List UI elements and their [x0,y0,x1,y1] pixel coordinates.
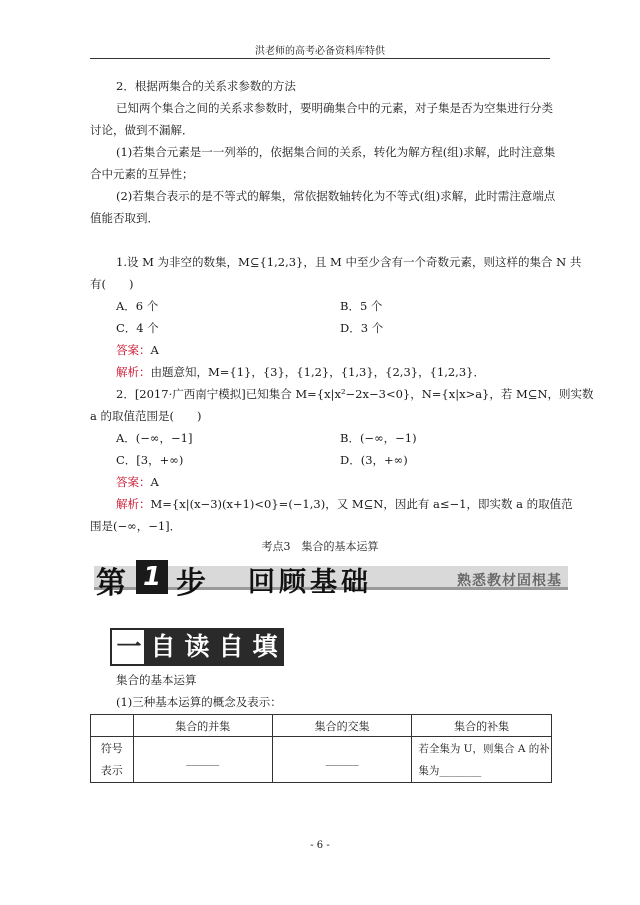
table-row-label [91,737,134,783]
page-header: 洪老师的高考必备资料库特供 [255,46,385,57]
table-header-union: 集合的并集 [133,715,272,737]
q1-analysis-label: 解析： [116,365,151,379]
header-divider [90,58,550,59]
section-title: 考点3 集合的基本运算 [261,540,379,553]
table-cell-union: ______ [133,737,272,783]
method-heading: 2．根据两集合的关系求参数的方法 [116,79,296,93]
table-header-row [91,715,552,737]
q1-option-b: B．5 个 [340,299,383,313]
self-study-char-3: 读 [178,628,216,666]
table-cell-complement [412,737,552,783]
self-study-char-5: 填 [246,628,284,666]
table-cell-intersection: ______ [272,737,411,783]
q1-option-c: C．4 个 [116,321,159,335]
q1-option-a: A．6 个 [116,299,159,313]
q1-answer [116,340,159,360]
page-number: - 6 - [310,840,330,851]
banner-step-number: 1 [136,560,168,594]
table-row-label-line2: 表示 [100,763,123,777]
self-study-char-1: 一 [110,628,148,666]
banner-step-suffix: 步 [176,566,206,601]
operations-table [90,714,552,783]
q1-option-d: D．3 个 [340,321,384,335]
method-intro-line1: 已知两个集合之间的关系求参数时，要明确集合中的元素，对子集是否为空集进行分类 [116,101,553,115]
table-header-intersection: 集合的交集 [272,715,411,737]
step-banner [94,556,568,600]
q1-answer-value: A [150,343,159,357]
self-study-char-2: 自 [144,628,182,666]
method-point2-line1: (2)若集合表示的是不等式的解集，常依据数轴转化为不等式(组)求解，此时需注意端点 [116,189,556,203]
q2-analysis-line2: 围是(−∞，−1]． [90,519,182,533]
q1-stem-line2: 有( ) [90,277,134,291]
q2-option-b: B．(−∞，−1) [340,431,417,445]
table-header-empty [91,715,134,737]
banner-step-prefix: 第 [96,566,126,601]
self-study-banner [110,628,280,668]
q2-option-a: A．(−∞，−1] [116,431,193,445]
q2-analysis-text: M={x|(x−3)(x+1)<0}=(−1,3)，又 M⊆N，因此有 a≤−1，即实数 a 的取值范 [150,497,573,511]
method-intro-line2: 讨论，做到不漏解． [90,123,194,137]
complement-line1: 若全集为 U，则集合 A 的补 [418,742,550,755]
banner-step-title: 回顾基础 [248,567,372,598]
q2-analysis-line1 [116,494,573,514]
q2-stem-line2: a 的取值范围是( ) [90,409,202,423]
q1-analysis [116,362,485,382]
q2-answer-value: A [150,475,159,489]
q2-option-d: D．(3，+∞) [340,453,408,467]
q2-answer-label: 答案： [116,475,151,489]
q2-option-c: C．[3，+∞) [116,453,184,467]
ops-intro: (1)三种基本运算的概念及表示： [116,695,282,709]
table-row-label-line1: 符号 [100,741,123,755]
method-point1-line1: (1)若集合元素是一一列举的，依据集合间的关系，转化为解方程(组)求解，此时注意集 [116,145,556,159]
q2-analysis-label: 解析： [116,497,151,511]
ops-heading: 集合的基本运算 [116,673,197,687]
q1-answer-label: 答案： [116,343,151,357]
complement-line2: 集为________ [418,764,482,777]
table-row [91,737,552,783]
banner-step-tagline: 熟悉教材固根基 [457,573,562,589]
method-point2-line2: 值能否取到． [90,211,159,225]
q1-stem-line1: 1.设 M 为非空的数集，M⊆{1,2,3}，且 M 中至少含有一个奇数元素，则这样的集合 N 共 [116,255,582,269]
self-study-char-4: 自 [212,628,250,666]
q2-stem-line1: 2．[2017·广西南宁模拟]已知集合 M={x|x²−2x−3<0}，N={x|x>a}，若 M⊆N，则实数 [116,387,594,401]
q1-analysis-text: 由题意知，M={1}，{3}，{1,2}，{1,3}，{2,3}，{1,2,3}． [150,365,485,379]
q2-answer [116,472,159,492]
method-point1-line2: 合中元素的互异性； [90,167,194,181]
table-header-complement: 集合的补集 [412,715,552,737]
